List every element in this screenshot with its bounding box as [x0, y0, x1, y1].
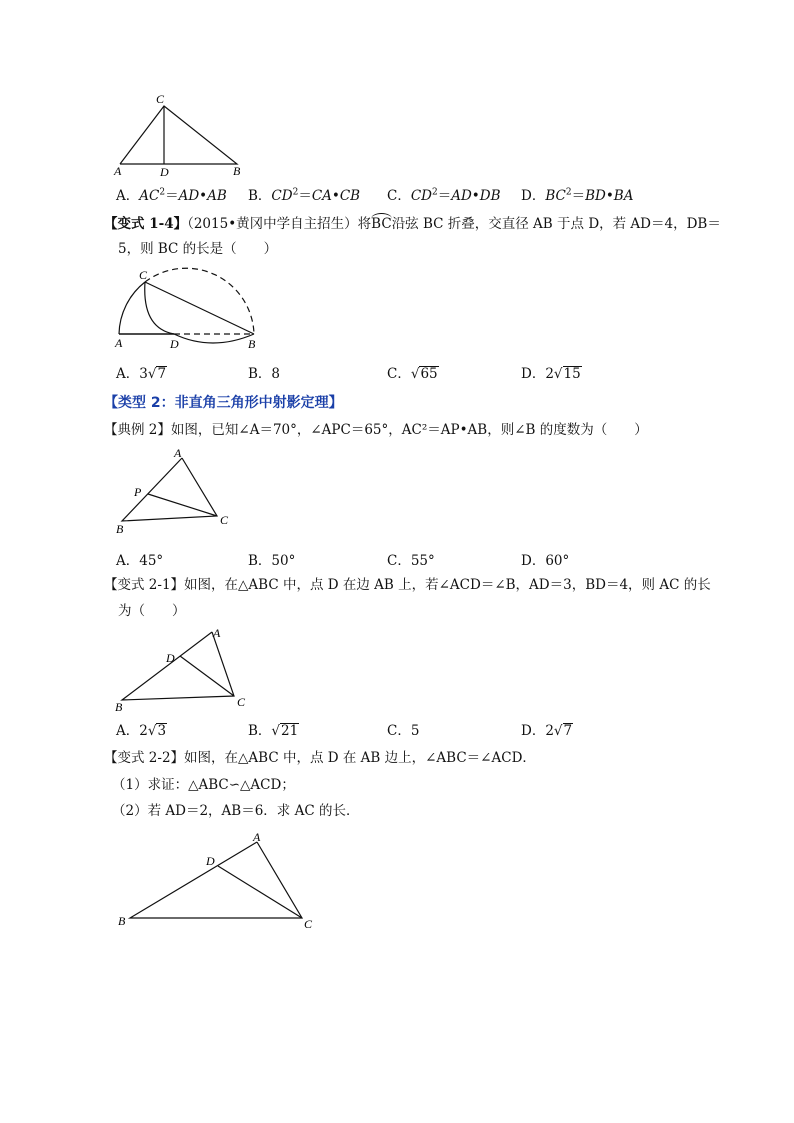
label-D: D: [206, 854, 215, 868]
question-2-2-line3: （2）若 AD＝2，AB＝6．求 AC 的长．: [112, 803, 360, 819]
figure-right-triangle-altitude: [112, 92, 252, 177]
q21-option-d: D．2√7: [521, 723, 573, 739]
q14-option-d: D．2√15: [521, 366, 581, 382]
label-A: A: [174, 446, 182, 460]
figure-triangle-abc-large: [112, 826, 322, 936]
question-2-2-line2: （1）求证：△ABC∽△ACD；: [112, 777, 295, 793]
label-B: B: [233, 164, 241, 177]
q21-option-a: A．2√3: [116, 723, 167, 739]
q13-option-d: D．$BC^2=BD•BA$: [521, 187, 634, 204]
q21-option-b: B．√21: [248, 723, 299, 739]
question-2-1-line1: 【变式 2-1】如图，在△ABC 中，点 D 在边 AB 上，若∠ACD＝∠B，AD＝3，BD＝4，则 AC 的长: [104, 577, 711, 593]
question-1-4-line2: 5，则 BC 的长是（ ）: [118, 241, 278, 257]
label-B: B: [118, 914, 126, 928]
example-2-text: 【典例 2】如图，已知∠A＝70°，∠APC＝65°，AC²＝AP•AB，则∠B 的度数为（ ）: [104, 422, 648, 438]
figure-triangle-acd: [112, 624, 262, 714]
arc-bc: BC: [371, 213, 392, 233]
question-2-1-line2: 为（ ）: [118, 603, 186, 619]
label-D: D: [166, 651, 175, 665]
ex2-option-b: B．50°: [248, 553, 296, 569]
question-1-4-line1: 【变式 1-4】（2015•黄冈中学自主招生）将BC沿弦 BC 折叠，交直径 AB 于点 D，若 AD＝4，DB＝: [104, 213, 721, 233]
q14-option-a: A．3√7: [116, 366, 167, 382]
question-tag: 【变式 1-4】: [104, 216, 188, 232]
question-2-2-line1: 【变式 2-2】如图，在△ABC 中，点 D 在 AB 边上，∠ABC＝∠ACD．: [104, 750, 536, 766]
figure-folded-semicircle: [112, 266, 262, 352]
ex2-option-a: A．45°: [116, 553, 164, 569]
label-A: A: [114, 164, 122, 177]
label-B: B: [115, 700, 123, 714]
label-A: A: [253, 830, 261, 844]
ex2-option-c: C．55°: [387, 553, 435, 569]
label-D: D: [160, 165, 169, 177]
label-A: A: [213, 626, 221, 640]
label-D: D: [170, 337, 179, 351]
q14-option-b: B．8: [248, 366, 281, 382]
label-C: C: [237, 695, 246, 709]
label-C: C: [139, 268, 148, 282]
label-B: B: [116, 522, 124, 536]
label-B: B: [248, 337, 256, 351]
label-P: P: [134, 485, 142, 499]
figure-triangle-apc: [112, 446, 242, 538]
q13-option-a: A．$AC^2=AD•AB$: [116, 187, 227, 204]
q21-option-c: C．5: [387, 723, 420, 739]
q14-option-c: C．√65: [387, 366, 438, 382]
ex2-option-d: D．60°: [521, 553, 570, 569]
label-C: C: [304, 917, 313, 931]
q13-option-b: B．$CD^2=CA•CB$: [248, 187, 361, 204]
label-A: A: [115, 336, 123, 350]
q13-option-c: C．$CD^2=AD•DB$: [387, 187, 501, 204]
label-C: C: [220, 513, 229, 527]
label-C: C: [156, 92, 165, 106]
section-header-type-2: 【类型 2：非直角三角形中射影定理】: [104, 395, 343, 411]
